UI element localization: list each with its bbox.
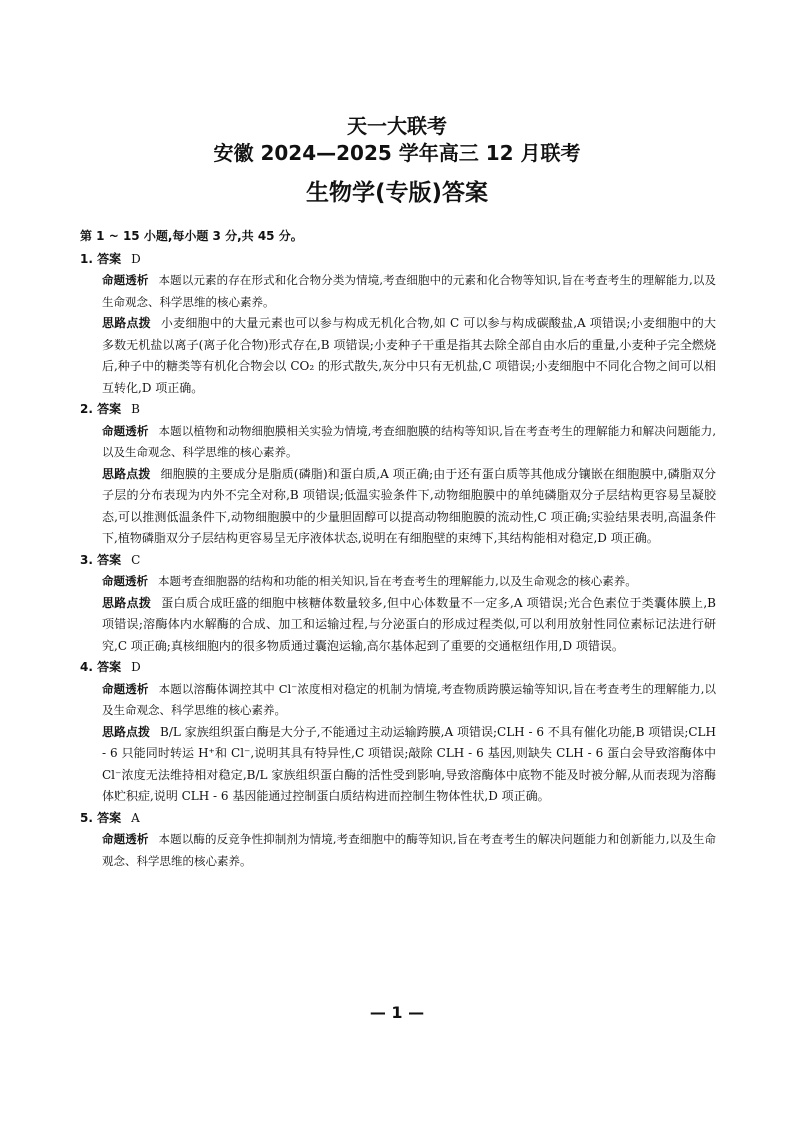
question-2-reasoning: [102, 464, 716, 550]
answer-letter: A: [131, 810, 140, 825]
answer-letter: B: [131, 402, 140, 416]
answer-letter: D: [131, 660, 141, 674]
question-number: 2. 答案: [80, 402, 122, 416]
question-number: 1. 答案: [80, 251, 122, 266]
question-1-reasoning: [102, 313, 716, 399]
analysis-text: 本题以元素的存在形式和化合物分类为情境,考查细胞中的元素和化合物等知识,旨在考查考生的理解能力,以及生命观念、科学思维的核心素养。: [102, 273, 716, 309]
reasoning-text: 蛋白质合成旺盛的细胞中核糖体数量较多,但中心体数量不一定多,A 项错误;光合色素位于类囊体膜上,B 项错误;溶酶体内水解酶的合成、加工和运输过程,与分泌蛋白的形成过程类似,可以利用放射性同位素标记法进行研究,C 项正确;真核细胞内的很多物质通过囊泡运输,高尔基体起到了重要的交通枢纽作用,D 项错误。: [102, 595, 716, 653]
exam-name-title: 安徽 2024—2025 学年高三 12 月联考: [213, 141, 581, 165]
subject-answer-title: 生物学(专版)答案: [305, 180, 489, 206]
question-number: 5. 答案: [80, 810, 122, 825]
question-4-analysis: [102, 679, 716, 722]
question-5-analysis: [102, 829, 716, 872]
question-3-reasoning: [102, 593, 716, 658]
answer-letter: C: [131, 552, 141, 567]
answer-letter: D: [131, 251, 141, 266]
section-intro: 第 1 ~ 15 小题,每小题 3 分,共 45 分。: [80, 229, 303, 243]
reasoning-label: 思路点拨: [102, 724, 151, 739]
analysis-text: 本题以植物和动物细胞膜相关实验为情境,考查细胞膜的结构等知识,旨在考查考生的理解能力和解决问题能力,以及生命观念、科学思维的核心素养。: [102, 423, 716, 459]
question-number: 4. 答案: [80, 660, 122, 674]
question-3-analysis: [102, 571, 716, 593]
question-1-analysis: [102, 270, 716, 313]
analysis-text: 本题以酶的反竞争性抑制剂为情境,考查细胞中的酶等知识,旨在考查考生的解决问题能力和创新能力,以及生命观念、科学思维的核心素养。: [102, 832, 716, 868]
exam-organizer-title: 天一大联考: [347, 114, 447, 138]
question-1: [80, 249, 716, 400]
question-5-head: [80, 808, 716, 830]
question-4: [80, 657, 716, 808]
reasoning-label: 思路点拨: [102, 466, 151, 481]
reasoning-text: 细胞膜的主要成分是脂质(磷脂)和蛋白质,A 项正确;由于还有蛋白质等其他成分镶嵌在细胞膜中,磷脂双分子层的分布表现为内外不完全对称,B 项错误;低温实验条件下,动物细胞膜中的单纯磷脂双分子层结构更容易呈凝胶态,可以推测低温条件下,动物细胞膜中的少量胆固醇可以提高动物细胞膜的流动性,C 项正确;实验结果表明,高温条件下,植物磷脂双分子层结构更容易呈无序液体状态,说明在有细胞壁的束缚下,其结构能相对稳定,D 项正确。: [102, 466, 716, 545]
analysis-label: 命题透析: [102, 681, 149, 696]
question-5: [80, 808, 716, 873]
question-2-head: [80, 399, 716, 421]
page-number: — 1 —: [369, 1003, 425, 1022]
analysis-label: 命题透析: [102, 574, 148, 588]
analysis-label: 命题透析: [102, 273, 149, 287]
reasoning-text: B/L 家族组织蛋白酶是大分子,不能通过主动运输跨膜,A 项错误;CLH - 6 不具有催化功能,B 项错误;CLH - 6 只能同时转运 H⁺和 Cl⁻,说明其具有特异性,C 项错误;敲除 CLH - 6 基因,则缺失 CLH - 6 蛋白会导致溶酶体中 Cl⁻浓度无法维持相对稳定,B/L 家族组织蛋白酶的活性受到影响,导致溶酶体中底物不能及时被分解,从而表现为溶酶体贮积症,说明 CLH - 6 基因能通过控制蛋白质结构进而控制生物体性状,D 项正确。: [102, 724, 716, 803]
question-2-analysis: [102, 421, 716, 464]
reasoning-label: 思路点拨: [102, 316, 151, 330]
question-1-head: [80, 249, 716, 271]
question-4-reasoning: [102, 722, 716, 808]
analysis-label: 命题透析: [102, 832, 149, 846]
question-4-head: [80, 657, 716, 679]
answers-content: [80, 226, 716, 872]
question-number: 3. 答案: [80, 552, 122, 567]
question-3: [80, 550, 716, 658]
reasoning-text: 小麦细胞中的大量元素也可以参与构成无机化合物,如 C 可以参与构成碳酸盐,A 项错误;小麦细胞中的大多数无机盐以离子(离子化合物)形式存在,B 项错误;小麦种子干重是指其去除全部自由水后的重量,小麦种子完全燃烧后,种子中的糖类等有机化合物会以 CO₂ 的形式散失,灰分中只有无机盐,C 项错误;小麦细胞中不同化合物之间可以相互转化,D 项正确。: [102, 316, 716, 395]
question-3-head: [80, 550, 716, 572]
analysis-text: 本题以溶酶体调控其中 Cl⁻浓度相对稳定的机制为情境,考查物质跨膜运输等知识,旨在考查考生的理解能力,以及生命观念、科学思维的核心素养。: [102, 681, 717, 717]
reasoning-label: 思路点拨: [102, 595, 152, 610]
analysis-text: 本题考查细胞器的结构和功能的相关知识,旨在考查考生的理解能力,以及生命观念的核心素养。: [158, 574, 637, 588]
question-2: [80, 399, 716, 550]
analysis-label: 命题透析: [102, 423, 149, 438]
